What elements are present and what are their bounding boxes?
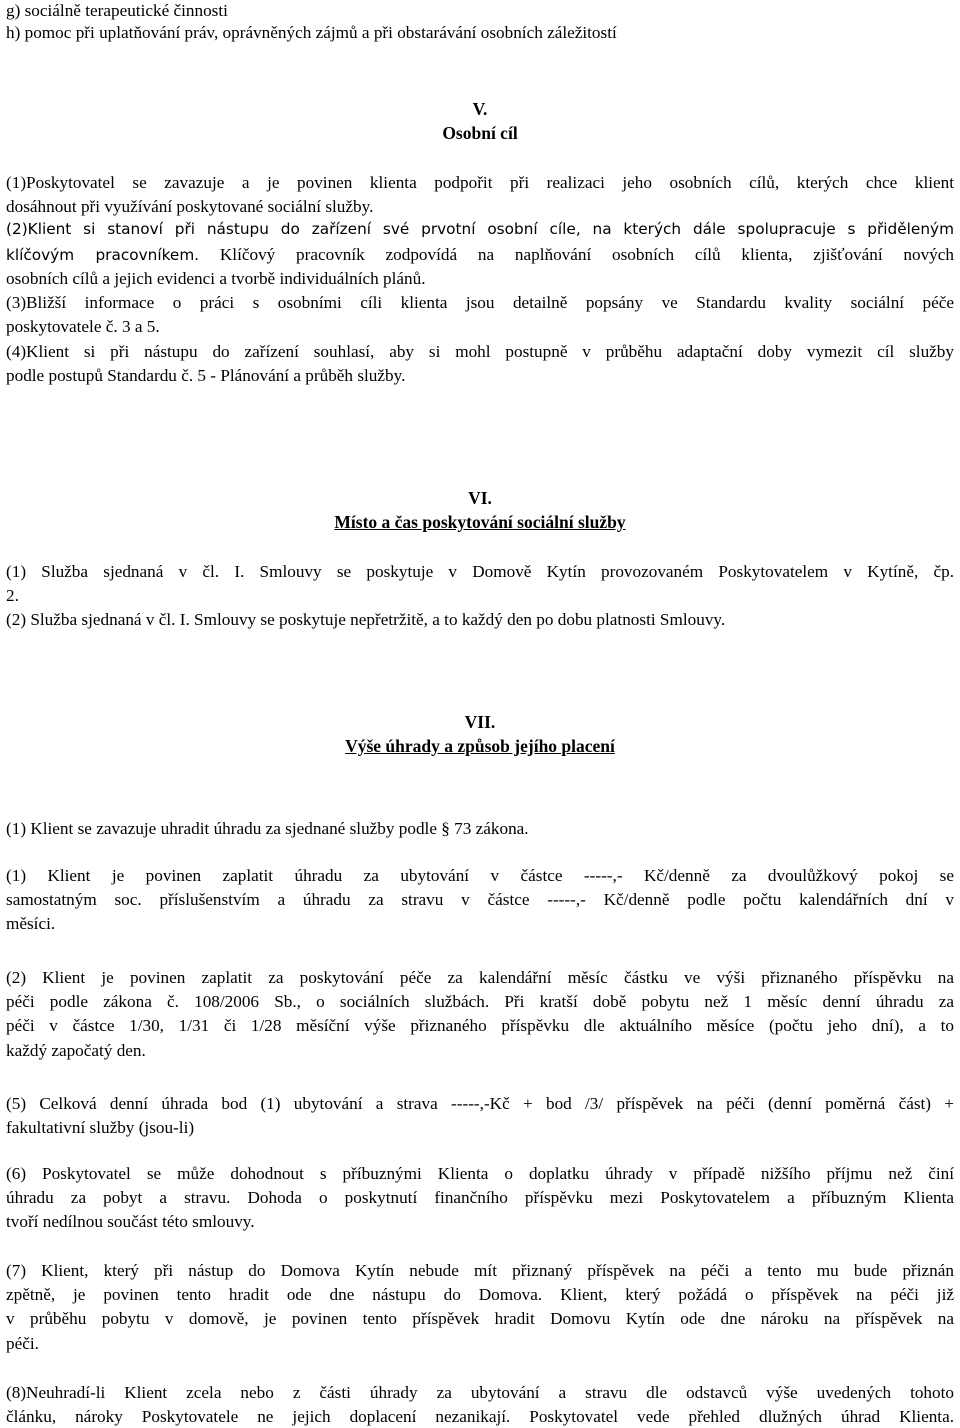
paragraph-line: tvoří nedílnou součást této smlouvy. (6, 1212, 255, 1231)
paragraph-line: (1) Klient se zavazuje uhradit úhradu za sjednané služby podle § 73 zákona. (6, 819, 529, 838)
section-number: VII. (464, 712, 496, 732)
list-item-g: g) sociálně terapeutické činnosti (6, 1, 228, 20)
paragraph-line: (5) Celková denní úhrada bod (1) ubytování a strava -----,-Kč + bod /3/ příspěvek na péči (denní poměrná část) + (6, 1094, 954, 1113)
section-title: Osobní cíl (442, 123, 518, 143)
paragraph-line: osobních cílů a jejich evidenci a tvorbě individuálních plánů. (6, 269, 426, 288)
paragraph-line: článku, nároky Poskytovatele ne jejich doplacení nezanikají. Poskytovatel vede přehled dlužných úhrad Klienta. (6, 1407, 954, 1426)
paragraph-line: (6) Poskytovatel se může dohodnout s příbuznými Klienta o doplatku úhrady v případě nižšího příjmu než činí (6, 1164, 954, 1183)
paragraph-line: (7) Klient, který při nástup do Domova Kytín nebude mít přiznaný příspěvek na péči a tento mu bude přiznán (6, 1261, 954, 1280)
paragraph-line: měsíci. (6, 914, 56, 933)
paragraph-line: zpětně, je povinen tento hradit ode dne nástupu do Domova. Klient, který požádá o příspěvek na péči již (6, 1285, 954, 1304)
paragraph-line: dosáhnout při využívání poskytované sociální služby. (6, 197, 374, 216)
paragraph-line: fakultativní služby (jsou-li) (6, 1118, 195, 1137)
paragraph-line: (2) Klient je povinen zaplatit za poskytování péče za kalendářní měsíc částku ve výši přiznaného příspěvku na (6, 968, 954, 987)
list-item-h: h) pomoc při uplatňování práv, oprávněných zájmů a při obstarávání osobních záležitostí (6, 23, 617, 42)
paragraph-line: poskytovatele č. 3 a 5. (6, 317, 160, 336)
paragraph-line: (1)Poskytovatel se zavazuje a je povinen klienta podpořit při realizaci jeho osobních cílů, kterých chce klient (6, 173, 954, 192)
section-number: V. (472, 99, 488, 119)
paragraph-line: v průběhu pobytu v domově, je povinen tento příspěvek hradit Domovu Kytín ode dne nároku na příspěvek na (6, 1309, 954, 1328)
paragraph-line: péči podle zákona č. 108/2006 Sb., o sociálních službách. Při kratší době pobytu než 1 měsíc denní úhradu za (6, 992, 954, 1011)
section-title: Výše úhrady a způsob jejího placení (345, 736, 615, 756)
paragraph-fragment: klíčovým pracovníkem. (6, 246, 200, 264)
paragraph-line: (2)Klient si stanoví při nástupu do zařízení své prvotní osobní cíle, na kterých dále spolupracuje s přiděleným (6, 220, 954, 238)
section-number: VI. (468, 488, 492, 508)
paragraph-line: (3)Bližší informace o práci s osobními cíli klienta jsou detailně popsány ve Standardu kvality sociální péče (6, 293, 954, 312)
paragraph-line: (4)Klient si při nástupu do zařízení souhlasí, aby si mohl postupně v průběhu adaptační doby vymezit cíl služby (6, 342, 954, 361)
paragraph-line (6, 246, 954, 263)
paragraph-line: (1) Služba sjednaná v čl. I. Smlouvy se poskytuje v Domově Kytín provozovaném Poskytovatelem v Kytíně, čp. (6, 562, 954, 581)
paragraph-fragment: Klíčový pracovník zodpovídá na naplňování osobních cílů klienta, zjišťování nových (199, 245, 955, 264)
paragraph-line: každý započatý den. (6, 1041, 146, 1060)
section-title: Místo a čas poskytování sociální služby (334, 512, 626, 532)
paragraph-line: 2. (6, 586, 19, 605)
paragraph-line: podle postupů Standardu č. 5 - Plánování a průběh služby. (6, 366, 406, 385)
paragraph-line: péči v částce 1/30, 1/31 či 1/28 měsíční výše přiznaného příspěvku dle aktuálního měsíce (počtu jeho dní), a to (6, 1016, 954, 1035)
paragraph-line: samostatným soc. příslušenstvím a úhradu za stravu v částce -----,- Kč/denně podle počtu kalendářních dní v (6, 890, 954, 909)
paragraph-line: úhradu za pobyt a stravu. Dohoda o poskytnutí finančního příspěvku mezi Poskytovatelem a příbuzným Klienta (6, 1188, 954, 1207)
paragraph-line: péči. (6, 1334, 39, 1353)
paragraph-line: (8)Neuhradí-li Klient zcela nebo z části úhrady za ubytování a stravu dle odstavců výše uvedených tohoto (6, 1383, 954, 1402)
paragraph-line: (1) Klient je povinen zaplatit úhradu za ubytování v částce -----,- Kč/denně za dvoulůžkový pokoj se (6, 866, 954, 885)
paragraph-line: (2) Služba sjednaná v čl. I. Smlouvy se poskytuje nepřetržitě, a to každý den po dobu platnosti Smlouvy. (6, 610, 726, 629)
